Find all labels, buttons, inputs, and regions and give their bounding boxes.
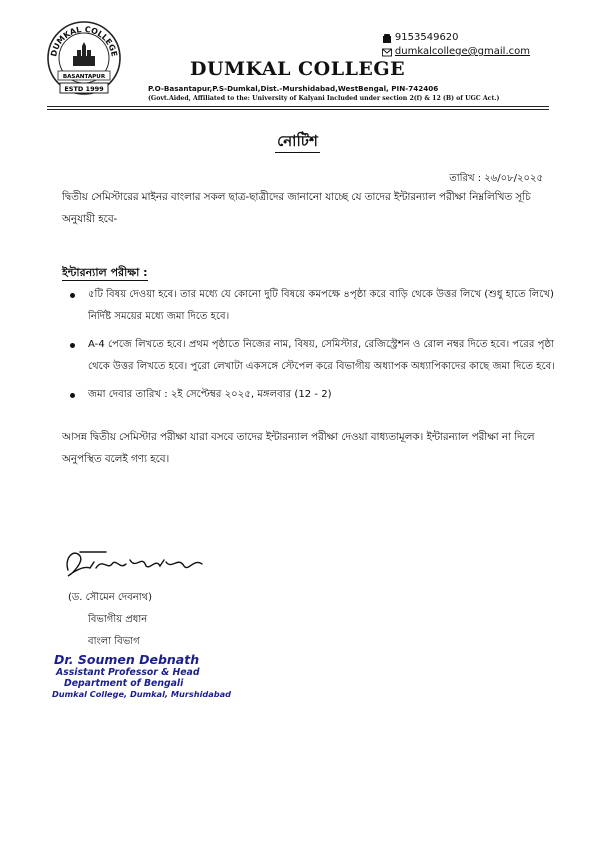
intro-paragraph: দ্বিতীয় সেমিস্টারের মাইনর বাংলার সকল ছাত্র-ছাত্রীদের জানানো যাচ্ছে যে তাদের ইন্টারন্যাল পরীক্ষা নিম্নলিখিত সূচি অনুযায়ী হবে-: [62, 191, 531, 225]
list-item-text: ৫টি বিষয় দেওয়া হবে। তার মধ্যে যে কোনো দুটি বিষয়ে কমপক্ষে ৪পৃষ্ঠা করে বাড়ি থেকে উত্তর লিখে (শুধু হাতে লিখে) নির্দিষ্ট সময়ের মধ্যে জমা দিতে হবে।: [88, 289, 554, 322]
header-divider-bottom: [47, 109, 549, 110]
header-divider-top: [47, 106, 549, 107]
college-name: DUMKAL COLLEGE: [190, 58, 406, 80]
stamp-department: Department of Bengali: [64, 678, 184, 689]
bullet-icon: [70, 343, 75, 348]
section-heading-text: ইন্টারন্যাল পরীক্ষা :: [62, 266, 148, 279]
phone-icon: [382, 34, 392, 43]
bullet-icon: [70, 393, 75, 398]
signatory-department: বাংলা বিভাগ: [88, 636, 140, 647]
list-item: [62, 384, 558, 406]
handwritten-signature: [60, 540, 210, 586]
mail-icon: [382, 48, 392, 57]
section-heading: [62, 264, 148, 283]
list-item-text: A-4 পেজে লিখতে হবে। প্রথম পৃষ্ঠাতে নিজের নাম, বিষয়, সেমিস্টার, রেজিস্ট্রেশন ও রোল নম্বর দিতে হবে। পরের পৃষ্ঠা থেকে উত্তর লিখতে হবে। পুরো লেখাটা একসঙ্গে স্টেপেল করে বিভাগীয় অধ্যাপক অধ্যাপিকাদের কাছে জমা দিতে হবে।: [88, 339, 555, 372]
college-address: P.O-Basantapur,P.S-Dumkal,Dist.-Murshidabad,WestBengal, PIN-742406: [148, 84, 439, 93]
phone-row: [382, 31, 530, 45]
signatory-designation: বিভাগীয় প্রধান: [88, 614, 148, 625]
bullet-icon: [70, 293, 75, 298]
stamp-college: Dumkal College, Dumkal, Murshidabad: [52, 689, 232, 699]
list-item: [62, 334, 558, 378]
email-row: [382, 45, 530, 59]
email-link[interactable]: dumkalcollege@gmail.com: [394, 46, 530, 57]
college-logo: [44, 20, 124, 100]
closing-paragraph: আসন্ন দ্বিতীয় সেমিস্টার পরীক্ষা যারা বসবে তাদের ইন্টারন্যাল পরীক্ষা দেওয়া বাধ্যতামূলক। ইন্টারন্যাল পরীক্ষা না দিলে অনুপস্থিত বলেই গণ্য হবে।: [62, 431, 535, 465]
instruction-list: [62, 284, 558, 412]
official-stamp: [40, 652, 231, 700]
stamp-designation: Assistant Professor & Head: [56, 667, 200, 678]
notice-title: [0, 130, 595, 155]
list-item-text: জমা দেবার তারিখ : ২ই সেপ্টেম্বর ২০২৫, মঙ্গলবার (12 - 2): [88, 389, 332, 400]
logo-ribbon-text: BASANTAPUR: [62, 74, 106, 80]
phone-number: 9153549620: [394, 32, 459, 43]
contact-block: [382, 31, 530, 59]
logo-estd-text: ESTD 1999: [64, 85, 104, 93]
notice-date: তারিখ : ২৬/০৮/২০২৫: [449, 173, 543, 184]
logo-arc-text: DUMKAL COLLEGE: [49, 24, 119, 58]
stamp-name: Dr. Soumen Debnath: [54, 652, 200, 667]
signatory-name: (ড. সৌমেন দেবনাথ): [68, 592, 152, 603]
list-item: [62, 284, 558, 328]
notice-title-text: নোটিশ: [275, 132, 320, 153]
affiliation-line: (Govt.Aided, Affiliated to the: University of Kalyani Included under section 2(f) & 12 (B) of UGC Act.): [148, 95, 500, 102]
